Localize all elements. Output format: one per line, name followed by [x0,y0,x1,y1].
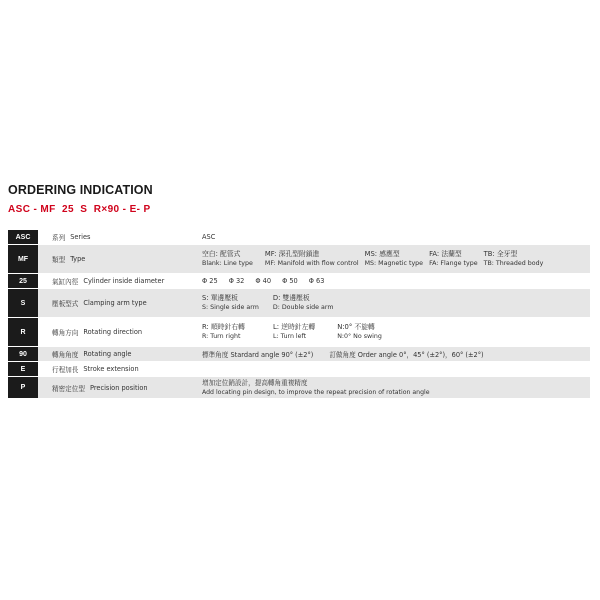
row-values [192,347,590,361]
option: R: 順時針右轉 R: Turn right [202,322,245,340]
row-key: P [8,377,38,398]
table-row [8,318,590,346]
row-label: 精密定位型 Precision position [38,377,192,398]
option: N:0° 不旋轉 N:0° No swing [337,322,382,340]
row-key: 25 [8,274,38,288]
order-angle: 訂做角度 Order angle 0°，45° (±2°)，60° (±2°) [329,351,484,359]
row-value [192,362,590,376]
option: TB: 全牙型 TB: Threaded body [483,249,544,267]
row-label: 類型 Type [38,245,192,273]
section-title: ORDERING INDICATION [8,183,153,197]
table-row [8,245,590,273]
row-key: MF [8,245,38,273]
row-label: 轉角方向 Rotating direction [38,318,192,346]
row-key: S [8,289,38,317]
row-label: 系列 Series [38,230,192,244]
table-row [8,362,590,376]
row-values [192,274,590,288]
precision-desc-en: Add locating pin design, to improve the repeat precision of rotation angle [202,388,430,396]
row-key: ASC [8,230,38,244]
diameter-value: Φ 50 [282,277,298,285]
row-label: 轉角角度 Rotating angle [38,347,192,361]
model-code: ASC - MF 25 S R×90 - E- P [8,204,151,215]
diameter-value: Φ 40 [255,277,272,285]
row-key: 90 [8,347,38,361]
diameter-value: Φ 32 [228,277,245,285]
option: MF: 深孔型附鎖進 MF: Manifold with flow control [264,249,359,267]
ordering-table [8,230,590,399]
row-value: ASC [192,230,590,244]
standard-angle: 標準角度 Stardard angle 90° (±2°) [202,351,314,359]
table-row [8,347,590,361]
precision-desc-zh: 增加定位銷設計，提高轉角重複精度 [202,378,308,387]
row-options [192,289,590,317]
option: 空白: 配管式 Blank: Line type [202,249,253,267]
option: FA: 法蘭型 FA: Flange type [429,249,478,267]
row-label: 壓板型式 Clamping arm type [38,289,192,317]
diameter-value: Φ 63 [308,277,325,285]
row-value [192,377,590,398]
row-options [192,318,590,346]
diameter-value: Φ 25 [202,277,218,285]
option: L: 逆時針左轉 L: Turn left [272,322,316,340]
table-row [8,289,590,317]
table-row [8,377,590,398]
row-key: E [8,362,38,376]
option: MS: 感應型 MS: Magnetic type [364,249,424,267]
option: D: 雙邊壓板 D: Double side arm [272,293,334,311]
table-row [8,274,590,288]
row-options [192,245,590,273]
table-row [8,230,590,244]
row-label: 行程加長 Stroke extension [38,362,192,376]
row-label: 氣缸內徑 Cylinder inside diameter [38,274,192,288]
row-key: R [8,318,38,346]
option: S: 單邊壓板 S: Single side arm [202,293,259,311]
